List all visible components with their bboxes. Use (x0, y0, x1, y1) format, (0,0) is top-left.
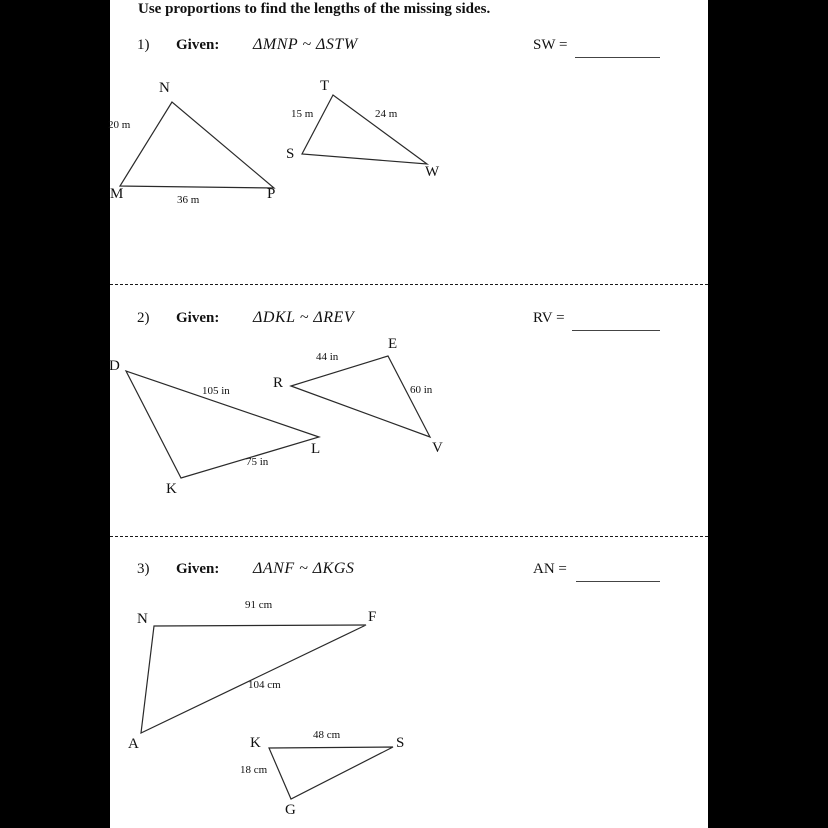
vertex-label-k3: K (250, 735, 261, 751)
vertex-label-n1: N (159, 80, 170, 96)
problem-2-answer-blank (572, 313, 660, 331)
vertex-label-s3: S (396, 735, 405, 751)
problem-2-answer-label: RV = (533, 310, 565, 326)
problem-1-given-label: Given: (176, 37, 220, 53)
vertex-label-t1: T (320, 78, 330, 94)
side-label-24m: 24 m (375, 108, 398, 120)
side-label-20m: 20 m (108, 119, 131, 131)
vertex-label-n3: N (137, 611, 148, 627)
problem-1-answer-label: SW = (533, 37, 568, 53)
vertex-label-f3: F (368, 609, 377, 625)
problem-3-number: 3) (137, 561, 150, 577)
problem-3-answer-blank (576, 564, 660, 582)
vertex-label-s1: S (286, 146, 295, 162)
side-label-18cm: 18 cm (240, 764, 268, 776)
problem-1-answer-blank (575, 40, 660, 58)
side-label-15m: 15 m (291, 108, 314, 120)
vertex-label-w1: W (425, 164, 440, 180)
vertex-label-m1: M (110, 186, 124, 202)
problem-2-number: 2) (137, 310, 150, 326)
side-label-105in: 105 in (202, 385, 230, 397)
problem-2-similarity-statement: ΔDKL ~ ΔREV (253, 309, 355, 326)
side-label-91cm: 91 cm (245, 599, 273, 611)
vertex-label-g3: G (285, 802, 296, 818)
side-label-44in: 44 in (316, 351, 339, 363)
side-label-60in: 60 in (410, 384, 433, 396)
vertex-label-k2: K (166, 481, 177, 497)
worksheet-title: Use proportions to find the lengths of the missing sides. (138, 1, 491, 17)
vertex-label-l2: L (311, 441, 321, 457)
dashed-separator-2 (110, 536, 708, 537)
vertex-label-e2: E (388, 336, 398, 352)
side-label-75in: 75 in (246, 456, 269, 468)
problem-2-given-label: Given: (176, 310, 220, 326)
problem-1-number: 1) (137, 37, 150, 53)
dashed-separator-1 (110, 284, 708, 285)
problem-1-similarity-statement: ΔMNP ~ ΔSTW (253, 36, 358, 53)
side-label-36m: 36 m (177, 194, 200, 206)
problem-3-similarity-statement: ΔANF ~ ΔKGS (253, 560, 355, 577)
vertex-label-p1: P (267, 186, 276, 202)
vertex-label-a3: A (128, 736, 139, 752)
vertex-label-r2: R (273, 375, 284, 391)
problem-3-given-label: Given: (176, 561, 220, 577)
vertex-label-v2: V (432, 440, 443, 456)
problem-3-answer-label: AN = (533, 561, 567, 577)
vertex-label-d2: D (109, 358, 120, 374)
worksheet-page (110, 0, 708, 828)
side-label-48cm: 48 cm (313, 729, 341, 741)
side-label-104cm: 104 cm (248, 679, 281, 691)
